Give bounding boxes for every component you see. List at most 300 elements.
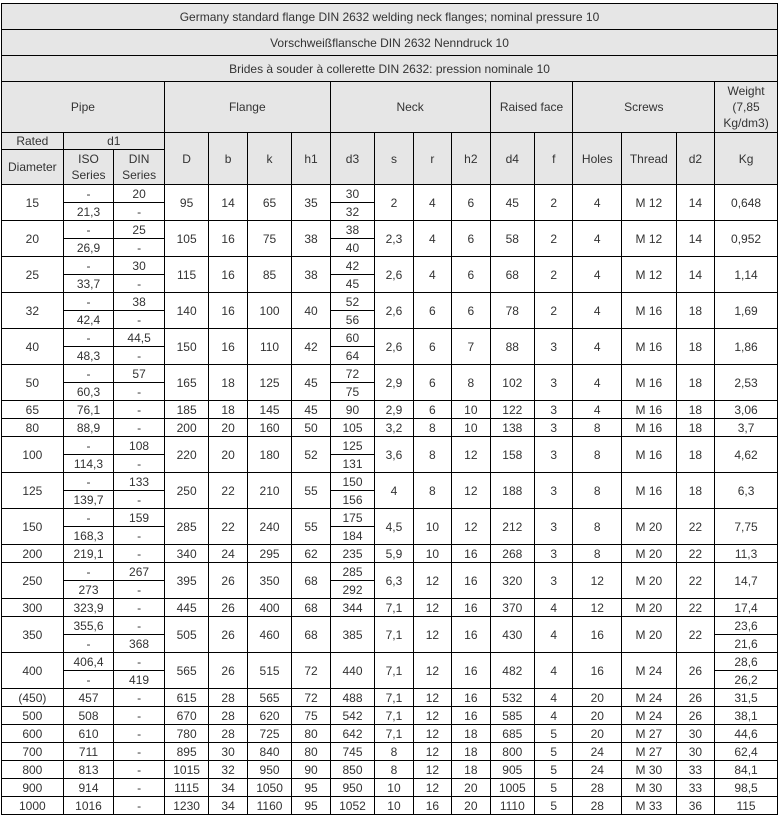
cell-holes: 8 xyxy=(573,419,622,437)
cell-d3: 75 xyxy=(330,383,375,401)
table-row xyxy=(2,797,778,815)
table-row xyxy=(2,185,778,203)
cell-holes: 12 xyxy=(573,563,622,599)
cell-holes: 8 xyxy=(573,473,622,509)
header-col: d2 xyxy=(676,133,714,185)
cell-b: 14 xyxy=(209,185,247,221)
cell-din: - xyxy=(114,203,165,221)
cell-d3: 45 xyxy=(330,275,375,293)
cell-s: 2,6 xyxy=(375,293,413,329)
cell-b: 16 xyxy=(209,257,247,293)
cell-d4: 320 xyxy=(490,563,535,599)
header-col: D xyxy=(164,133,209,185)
cell-r: 6 xyxy=(413,293,451,329)
cell-d: 185 xyxy=(164,401,209,419)
cell-h2: 16 xyxy=(452,545,490,563)
cell-iso: - xyxy=(63,221,114,239)
cell-d2: 22 xyxy=(676,617,714,653)
cell-iso: 406,4 xyxy=(63,653,114,671)
cell-d4: 138 xyxy=(490,419,535,437)
title-fr: Brides à souder à collerette DIN 2632: pression nominale 10 xyxy=(2,56,778,82)
cell-f: 5 xyxy=(535,725,573,743)
cell-h1: 62 xyxy=(292,545,330,563)
cell-b: 20 xyxy=(209,419,247,437)
cell-d3: 72 xyxy=(330,365,375,383)
cell-b: 18 xyxy=(209,365,247,401)
cell-iso: 914 xyxy=(63,779,114,797)
cell-d: 445 xyxy=(164,599,209,617)
cell-d2: 22 xyxy=(676,509,714,545)
header-diameter: Diameter xyxy=(2,150,64,185)
cell-rated-diameter: 800 xyxy=(2,761,64,779)
title-de: Vorschweißflansche DIN 2632 Nenndruck 10 xyxy=(2,30,778,56)
cell-k: 180 xyxy=(247,437,292,473)
cell-k: 565 xyxy=(247,689,292,707)
cell-h1: 52 xyxy=(292,437,330,473)
cell-d: 285 xyxy=(164,509,209,545)
cell-iso: - xyxy=(63,635,114,653)
header-col: b xyxy=(209,133,247,185)
cell-holes: 4 xyxy=(573,401,622,419)
cell-thread: M 20 xyxy=(622,545,677,563)
cell-d: 95 xyxy=(164,185,209,221)
cell-r: 12 xyxy=(413,599,451,617)
title-en: Germany standard flange DIN 2632 welding neck flanges; nominal pressure 10 xyxy=(2,4,778,30)
cell-h1: 55 xyxy=(292,473,330,509)
cell-din: 30 xyxy=(114,257,165,275)
table-row xyxy=(2,707,778,725)
cell-d2: 22 xyxy=(676,599,714,617)
group-raised-face: Raised face xyxy=(490,82,573,133)
cell-h2: 16 xyxy=(452,599,490,617)
cell-kg: 7,75 xyxy=(715,509,778,545)
cell-f: 3 xyxy=(535,329,573,365)
cell-din: 159 xyxy=(114,509,165,527)
cell-d2: 18 xyxy=(676,401,714,419)
cell-s: 10 xyxy=(375,797,413,815)
cell-thread: M 12 xyxy=(622,221,677,257)
cell-d4: 158 xyxy=(490,437,535,473)
cell-d3: 488 xyxy=(330,689,375,707)
cell-holes: 16 xyxy=(573,617,622,653)
cell-b: 34 xyxy=(209,779,247,797)
cell-kg: 3,7 xyxy=(715,419,778,437)
cell-s: 2,6 xyxy=(375,329,413,365)
cell-iso: 355,6 xyxy=(63,617,114,635)
cell-d2: 14 xyxy=(676,257,714,293)
cell-r: 12 xyxy=(413,563,451,599)
cell-d2: 18 xyxy=(676,437,714,473)
cell-holes: 16 xyxy=(573,653,622,689)
cell-iso: - xyxy=(63,509,114,527)
cell-d2: 26 xyxy=(676,653,714,689)
cell-f: 4 xyxy=(535,599,573,617)
cell-d2: 18 xyxy=(676,419,714,437)
group-weight: Weight (7,85 Kg/dm3) xyxy=(715,82,778,133)
cell-h2: 6 xyxy=(452,293,490,329)
cell-d4: 58 xyxy=(490,221,535,257)
cell-f: 4 xyxy=(535,689,573,707)
cell-f: 4 xyxy=(535,617,573,653)
cell-h1: 68 xyxy=(292,599,330,617)
cell-d: 895 xyxy=(164,743,209,761)
cell-din: 25 xyxy=(114,221,165,239)
cell-d: 615 xyxy=(164,689,209,707)
cell-r: 8 xyxy=(413,437,451,473)
cell-iso: 323,9 xyxy=(63,599,114,617)
cell-f: 2 xyxy=(535,221,573,257)
cell-h2: 12 xyxy=(452,437,490,473)
cell-d2: 14 xyxy=(676,221,714,257)
cell-rated-diameter: 350 xyxy=(2,617,64,653)
cell-d2: 22 xyxy=(676,545,714,563)
cell-iso: - xyxy=(63,473,114,491)
cell-s: 2,6 xyxy=(375,257,413,293)
cell-h1: 68 xyxy=(292,617,330,653)
cell-thread: M 30 xyxy=(622,761,677,779)
cell-b: 28 xyxy=(209,725,247,743)
cell-d2: 33 xyxy=(676,761,714,779)
header-col: d4 xyxy=(490,133,535,185)
cell-b: 26 xyxy=(209,563,247,599)
cell-d3: 131 xyxy=(330,455,375,473)
cell-h2: 16 xyxy=(452,689,490,707)
header-col: f xyxy=(535,133,573,185)
cell-d3: 105 xyxy=(330,419,375,437)
table-row xyxy=(2,545,778,563)
cell-k: 75 xyxy=(247,221,292,257)
cell-s: 2 xyxy=(375,185,413,221)
cell-d3: 60 xyxy=(330,329,375,347)
table-row xyxy=(2,257,778,275)
cell-r: 6 xyxy=(413,329,451,365)
cell-thread: M 27 xyxy=(622,725,677,743)
cell-r: 4 xyxy=(413,221,451,257)
cell-rated-diameter: 600 xyxy=(2,725,64,743)
table-row xyxy=(2,599,778,617)
cell-kg: 26,2 xyxy=(715,671,778,689)
cell-s: 3,6 xyxy=(375,437,413,473)
cell-b: 24 xyxy=(209,545,247,563)
cell-rated-diameter: 200 xyxy=(2,545,64,563)
cell-s: 4,5 xyxy=(375,509,413,545)
cell-h1: 68 xyxy=(292,563,330,599)
cell-d: 1230 xyxy=(164,797,209,815)
cell-iso: - xyxy=(63,185,114,203)
cell-iso: - xyxy=(63,257,114,275)
cell-iso: 457 xyxy=(63,689,114,707)
cell-holes: 24 xyxy=(573,761,622,779)
cell-s: 7,1 xyxy=(375,617,413,653)
cell-h1: 72 xyxy=(292,689,330,707)
cell-rated-diameter: 150 xyxy=(2,509,64,545)
cell-d: 165 xyxy=(164,365,209,401)
cell-rated-diameter: 65 xyxy=(2,401,64,419)
table-row xyxy=(2,509,778,527)
table-row xyxy=(2,437,778,455)
cell-k: 145 xyxy=(247,401,292,419)
table-row xyxy=(2,365,778,383)
cell-f: 5 xyxy=(535,779,573,797)
cell-thread: M 20 xyxy=(622,599,677,617)
cell-rated-diameter: 900 xyxy=(2,779,64,797)
cell-rated-diameter: 50 xyxy=(2,365,64,401)
cell-iso: 48,3 xyxy=(63,347,114,365)
cell-r: 12 xyxy=(413,617,451,653)
cell-r: 16 xyxy=(413,797,451,815)
cell-h1: 38 xyxy=(292,257,330,293)
cell-d3: 56 xyxy=(330,311,375,329)
cell-kg: 4,62 xyxy=(715,437,778,473)
cell-iso: 42,4 xyxy=(63,311,114,329)
cell-h1: 95 xyxy=(292,779,330,797)
cell-h1: 40 xyxy=(292,293,330,329)
cell-kg: 3,06 xyxy=(715,401,778,419)
cell-d2: 22 xyxy=(676,563,714,599)
cell-s: 2,9 xyxy=(375,365,413,401)
cell-h1: 42 xyxy=(292,329,330,365)
cell-kg: 31,5 xyxy=(715,689,778,707)
cell-din: - xyxy=(114,653,165,671)
table-row xyxy=(2,419,778,437)
cell-s: 7,1 xyxy=(375,707,413,725)
cell-din: - xyxy=(114,347,165,365)
cell-d: 115 xyxy=(164,257,209,293)
cell-d: 150 xyxy=(164,329,209,365)
cell-rated-diameter: 250 xyxy=(2,563,64,599)
cell-d3: 745 xyxy=(330,743,375,761)
cell-thread: M 16 xyxy=(622,473,677,509)
cell-h2: 12 xyxy=(452,473,490,509)
cell-b: 16 xyxy=(209,221,247,257)
cell-r: 4 xyxy=(413,257,451,293)
cell-b: 18 xyxy=(209,401,247,419)
cell-d: 250 xyxy=(164,473,209,509)
cell-h2: 8 xyxy=(452,365,490,401)
cell-holes: 4 xyxy=(573,221,622,257)
cell-h2: 6 xyxy=(452,185,490,221)
cell-thread: M 16 xyxy=(622,329,677,365)
cell-h2: 12 xyxy=(452,509,490,545)
cell-d3: 52 xyxy=(330,293,375,311)
cell-iso: 168,3 xyxy=(63,527,114,545)
cell-d2: 18 xyxy=(676,473,714,509)
cell-thread: M 20 xyxy=(622,563,677,599)
cell-holes: 12 xyxy=(573,599,622,617)
cell-r: 8 xyxy=(413,419,451,437)
cell-din: - xyxy=(114,239,165,257)
cell-d2: 36 xyxy=(676,797,714,815)
cell-thread: M 20 xyxy=(622,617,677,653)
table-row xyxy=(2,743,778,761)
header-din-series: DIN Series xyxy=(114,150,165,185)
cell-iso: 33,7 xyxy=(63,275,114,293)
cell-b: 16 xyxy=(209,293,247,329)
cell-d3: 292 xyxy=(330,581,375,599)
cell-f: 2 xyxy=(535,257,573,293)
cell-s: 4 xyxy=(375,473,413,509)
cell-f: 3 xyxy=(535,365,573,401)
cell-d3: 1052 xyxy=(330,797,375,815)
cell-d3: 38 xyxy=(330,221,375,239)
flange-table xyxy=(1,3,778,815)
cell-rated-diameter: 700 xyxy=(2,743,64,761)
cell-kg: 1,14 xyxy=(715,257,778,293)
cell-d4: 370 xyxy=(490,599,535,617)
cell-d: 780 xyxy=(164,725,209,743)
cell-rated-diameter: 25 xyxy=(2,257,64,293)
cell-din: - xyxy=(114,401,165,419)
cell-k: 350 xyxy=(247,563,292,599)
cell-din: 57 xyxy=(114,365,165,383)
cell-kg: 62,4 xyxy=(715,743,778,761)
cell-iso: - xyxy=(63,329,114,347)
header-col: Kg xyxy=(715,133,778,185)
cell-h2: 20 xyxy=(452,779,490,797)
cell-d3: 950 xyxy=(330,779,375,797)
group-neck: Neck xyxy=(330,82,490,133)
cell-k: 840 xyxy=(247,743,292,761)
cell-f: 4 xyxy=(535,707,573,725)
group-flange: Flange xyxy=(164,82,330,133)
table-body xyxy=(2,185,778,815)
cell-holes: 28 xyxy=(573,779,622,797)
cell-rated-diameter: 125 xyxy=(2,473,64,509)
cell-iso: - xyxy=(63,563,114,581)
cell-kg: 21,6 xyxy=(715,635,778,653)
cell-b: 20 xyxy=(209,437,247,473)
cell-f: 3 xyxy=(535,473,573,509)
cell-thread: M 16 xyxy=(622,401,677,419)
cell-iso: 21,3 xyxy=(63,203,114,221)
table-row xyxy=(2,221,778,239)
cell-h2: 16 xyxy=(452,563,490,599)
cell-rated-diameter: 500 xyxy=(2,707,64,725)
cell-d: 565 xyxy=(164,653,209,689)
cell-d2: 18 xyxy=(676,293,714,329)
cell-h1: 90 xyxy=(292,761,330,779)
cell-kg: 1,69 xyxy=(715,293,778,329)
cell-h1: 50 xyxy=(292,419,330,437)
cell-r: 6 xyxy=(413,365,451,401)
cell-din: - xyxy=(114,725,165,743)
cell-d3: 40 xyxy=(330,239,375,257)
cell-d4: 1110 xyxy=(490,797,535,815)
cell-d3: 385 xyxy=(330,617,375,653)
cell-d2: 18 xyxy=(676,329,714,365)
header-col: h1 xyxy=(292,133,330,185)
cell-k: 85 xyxy=(247,257,292,293)
cell-f: 2 xyxy=(535,185,573,221)
cell-s: 8 xyxy=(375,761,413,779)
cell-k: 515 xyxy=(247,653,292,689)
cell-h2: 18 xyxy=(452,761,490,779)
table-row xyxy=(2,401,778,419)
cell-din: - xyxy=(114,743,165,761)
cell-s: 10 xyxy=(375,779,413,797)
cell-iso: 813 xyxy=(63,761,114,779)
cell-rated-diameter: 400 xyxy=(2,653,64,689)
cell-din: - xyxy=(114,617,165,635)
cell-d3: 235 xyxy=(330,545,375,563)
cell-din: 108 xyxy=(114,437,165,455)
cell-din: - xyxy=(114,599,165,617)
cell-d4: 1005 xyxy=(490,779,535,797)
cell-d3: 30 xyxy=(330,185,375,203)
cell-holes: 20 xyxy=(573,707,622,725)
cell-kg: 2,53 xyxy=(715,365,778,401)
cell-d3: 542 xyxy=(330,707,375,725)
cell-h2: 18 xyxy=(452,725,490,743)
cell-iso: 76,1 xyxy=(63,401,114,419)
cell-kg: 1,86 xyxy=(715,329,778,365)
cell-rated-diameter: 20 xyxy=(2,221,64,257)
cell-thread: M 24 xyxy=(622,707,677,725)
cell-h1: 75 xyxy=(292,707,330,725)
cell-d3: 32 xyxy=(330,203,375,221)
cell-d3: 184 xyxy=(330,527,375,545)
cell-kg: 11,3 xyxy=(715,545,778,563)
cell-f: 3 xyxy=(535,437,573,473)
cell-b: 26 xyxy=(209,617,247,653)
cell-h2: 10 xyxy=(452,419,490,437)
header-col: Holes xyxy=(573,133,622,185)
cell-rated-diameter: 300 xyxy=(2,599,64,617)
cell-rated-diameter: 15 xyxy=(2,185,64,221)
cell-b: 30 xyxy=(209,743,247,761)
cell-d4: 685 xyxy=(490,725,535,743)
cell-d: 220 xyxy=(164,437,209,473)
cell-d4: 482 xyxy=(490,653,535,689)
cell-iso: 219,1 xyxy=(63,545,114,563)
cell-d3: 156 xyxy=(330,491,375,509)
cell-k: 725 xyxy=(247,725,292,743)
cell-f: 3 xyxy=(535,401,573,419)
cell-k: 210 xyxy=(247,473,292,509)
cell-r: 6 xyxy=(413,401,451,419)
cell-r: 12 xyxy=(413,689,451,707)
cell-h1: 38 xyxy=(292,221,330,257)
cell-iso: 1016 xyxy=(63,797,114,815)
cell-d4: 532 xyxy=(490,689,535,707)
cell-s: 5,9 xyxy=(375,545,413,563)
cell-d: 505 xyxy=(164,617,209,653)
cell-s: 3,2 xyxy=(375,419,413,437)
cell-din: 44,5 xyxy=(114,329,165,347)
header-iso-series: ISO Series xyxy=(63,150,114,185)
cell-d4: 268 xyxy=(490,545,535,563)
cell-holes: 20 xyxy=(573,689,622,707)
cell-kg: 14,7 xyxy=(715,563,778,599)
table-row xyxy=(2,725,778,743)
cell-d3: 125 xyxy=(330,437,375,455)
cell-s: 7,1 xyxy=(375,599,413,617)
table-row xyxy=(2,653,778,671)
cell-h2: 6 xyxy=(452,221,490,257)
cell-iso: 26,9 xyxy=(63,239,114,257)
cell-thread: M 16 xyxy=(622,365,677,401)
header-col: s xyxy=(375,133,413,185)
cell-din: - xyxy=(114,419,165,437)
cell-thread: M 20 xyxy=(622,509,677,545)
cell-d2: 33 xyxy=(676,779,714,797)
cell-din: - xyxy=(114,491,165,509)
cell-k: 400 xyxy=(247,599,292,617)
cell-h2: 18 xyxy=(452,743,490,761)
cell-b: 16 xyxy=(209,329,247,365)
cell-rated-diameter: 100 xyxy=(2,437,64,473)
cell-holes: 4 xyxy=(573,329,622,365)
